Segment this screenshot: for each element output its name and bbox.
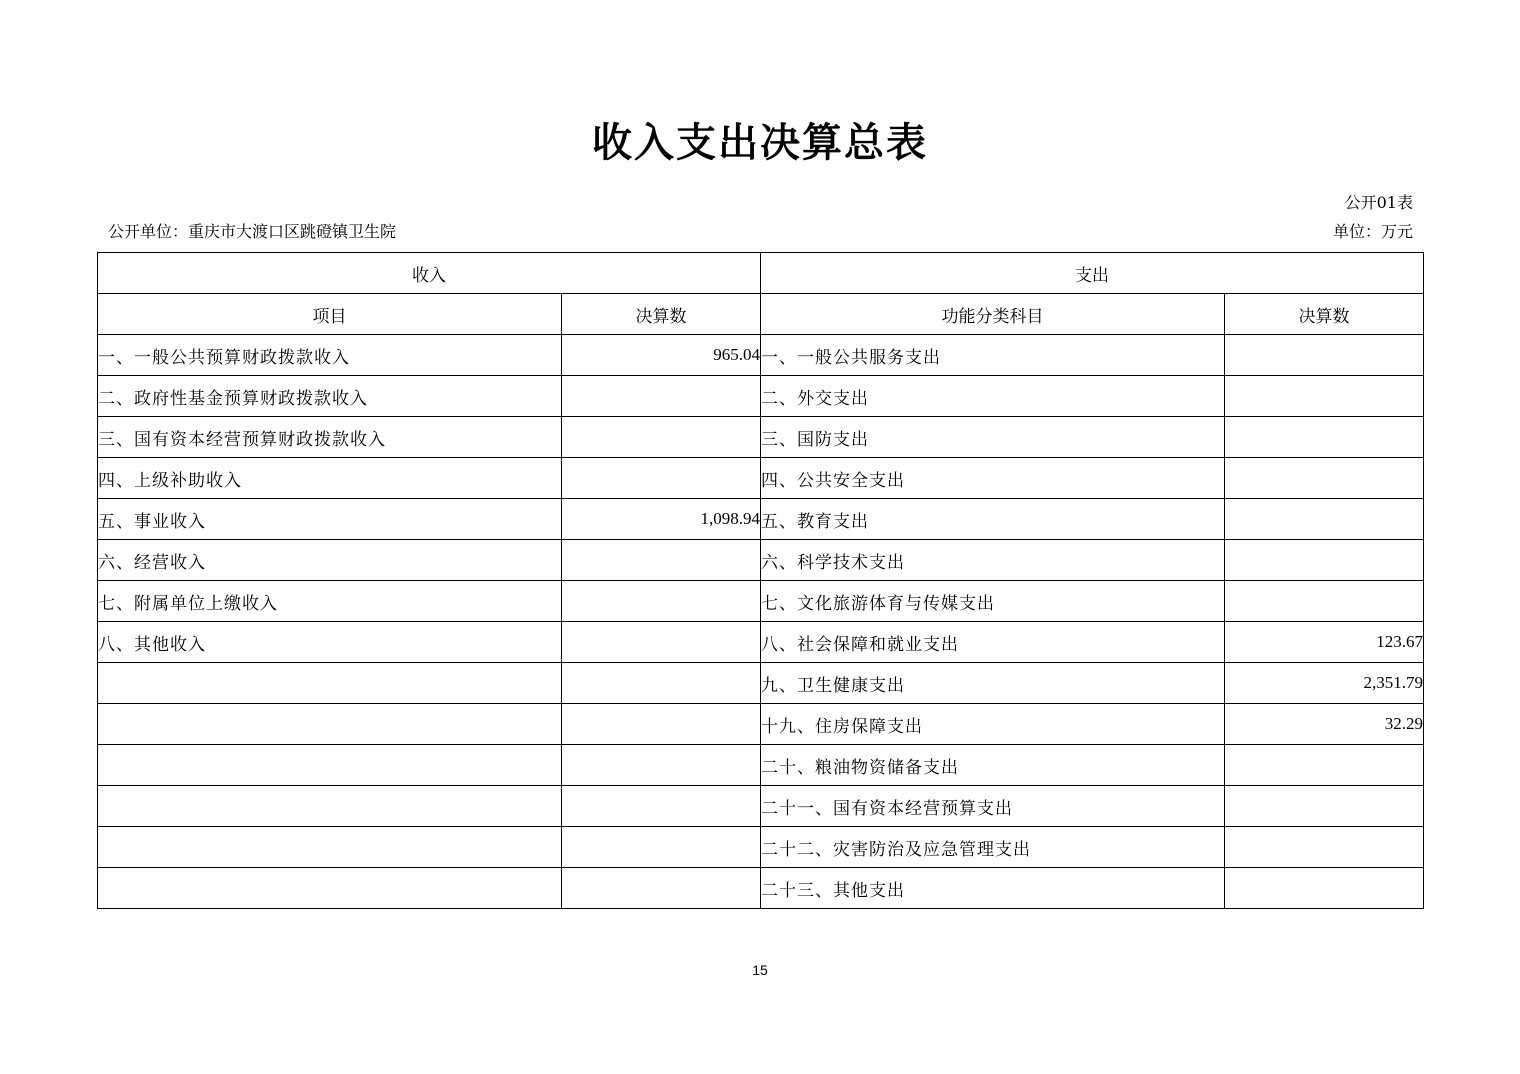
expense-amount-cell	[1225, 827, 1424, 868]
table-row	[98, 663, 1424, 704]
table-section-header-row	[98, 253, 1424, 294]
income-item-cell: 八、其他收入	[98, 622, 562, 663]
income-amount-cell: 965.04	[562, 335, 761, 376]
table-row	[98, 581, 1424, 622]
income-amount-column-header: 决算数	[562, 294, 761, 335]
expense-amount-cell: 2,351.79	[1225, 663, 1424, 704]
income-item-cell: 四、上级补助收入	[98, 458, 562, 499]
form-number: 公开01表	[1344, 193, 1413, 212]
expense-amount-cell	[1225, 868, 1424, 909]
income-item-cell: 一、一般公共预算财政拨款收入	[98, 335, 562, 376]
expense-category-cell: 二十二、灾害防治及应急管理支出	[761, 827, 1225, 868]
expense-category-cell: 二十、粮油物资储备支出	[761, 745, 1225, 786]
expense-category-cell: 六、科学技术支出	[761, 540, 1225, 581]
income-amount-cell	[562, 704, 761, 745]
table-row	[98, 376, 1424, 417]
expense-amount-cell	[1225, 335, 1424, 376]
income-amount-cell: 1,098.94	[562, 499, 761, 540]
expense-category-cell: 八、社会保障和就业支出	[761, 622, 1225, 663]
table-column-header-row	[98, 294, 1424, 335]
income-item-cell	[98, 745, 562, 786]
expense-amount-cell: 123.67	[1225, 622, 1424, 663]
table-row	[98, 458, 1424, 499]
income-amount-cell	[562, 376, 761, 417]
table-row	[98, 827, 1424, 868]
expense-category-cell: 四、公共安全支出	[761, 458, 1225, 499]
expense-amount-cell	[1225, 745, 1424, 786]
expense-amount-cell	[1225, 417, 1424, 458]
income-amount-cell	[562, 663, 761, 704]
reporting-unit: 公开单位：重庆市大渡口区跳磴镇卫生院	[108, 222, 397, 241]
page-title: 收入支出决算总表	[592, 120, 928, 166]
expense-category-cell: 二十三、其他支出	[761, 868, 1225, 909]
income-item-cell: 三、国有资本经营预算财政拨款收入	[98, 417, 562, 458]
expense-amount-cell: 32.29	[1225, 704, 1424, 745]
expense-category-cell: 七、文化旅游体育与传媒支出	[761, 581, 1225, 622]
income-item-cell: 六、经营收入	[98, 540, 562, 581]
income-amount-cell	[562, 458, 761, 499]
table-row	[98, 745, 1424, 786]
expense-category-cell: 一、一般公共服务支出	[761, 335, 1225, 376]
expense-amount-cell	[1225, 458, 1424, 499]
table-row	[98, 622, 1424, 663]
table-row	[98, 540, 1424, 581]
expense-category-cell: 十九、住房保障支出	[761, 704, 1225, 745]
expense-amount-cell	[1225, 581, 1424, 622]
income-item-cell: 七、附属单位上缴收入	[98, 581, 562, 622]
table-row	[98, 335, 1424, 376]
expense-section-header: 支出	[761, 253, 1424, 294]
income-amount-cell	[562, 745, 761, 786]
income-amount-cell	[562, 827, 761, 868]
income-amount-cell	[562, 417, 761, 458]
expense-category-cell: 二十一、国有资本经营预算支出	[761, 786, 1225, 827]
income-item-cell	[98, 704, 562, 745]
expense-category-cell: 三、国防支出	[761, 417, 1225, 458]
income-item-cell	[98, 786, 562, 827]
expense-amount-column-header: 决算数	[1225, 294, 1424, 335]
expense-category-cell: 九、卫生健康支出	[761, 663, 1225, 704]
income-item-cell: 五、事业收入	[98, 499, 562, 540]
table-row	[98, 417, 1424, 458]
expense-amount-cell	[1225, 376, 1424, 417]
income-amount-cell	[562, 868, 761, 909]
category-column-header: 功能分类科目	[761, 294, 1225, 335]
income-item-cell	[98, 868, 562, 909]
income-amount-cell	[562, 540, 761, 581]
income-amount-cell	[562, 581, 761, 622]
table-row	[98, 499, 1424, 540]
expense-category-cell: 二、外交支出	[761, 376, 1225, 417]
table-row	[98, 868, 1424, 909]
expense-amount-cell	[1225, 499, 1424, 540]
table-row	[98, 704, 1424, 745]
expense-category-cell: 五、教育支出	[761, 499, 1225, 540]
income-section-header: 收入	[98, 253, 761, 294]
table-row	[98, 786, 1424, 827]
income-item-cell: 二、政府性基金预算财政拨款收入	[98, 376, 562, 417]
item-column-header: 项目	[98, 294, 562, 335]
income-amount-cell	[562, 786, 761, 827]
income-item-cell	[98, 663, 562, 704]
income-amount-cell	[562, 622, 761, 663]
page-number: 15	[752, 962, 768, 978]
expense-amount-cell	[1225, 540, 1424, 581]
income-item-cell	[98, 827, 562, 868]
money-unit: 单位：万元	[1332, 222, 1413, 241]
expense-amount-cell	[1225, 786, 1424, 827]
income-expense-table	[97, 252, 1424, 909]
